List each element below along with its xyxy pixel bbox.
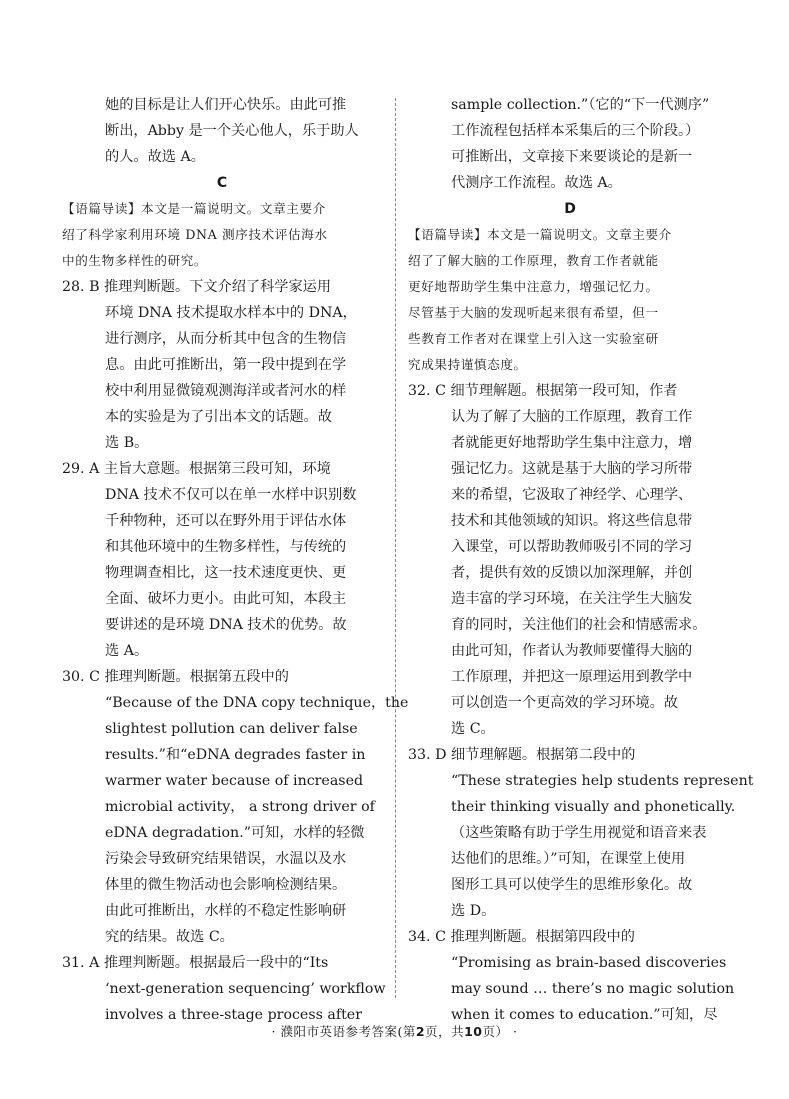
answer-line: 认为了解了大脑的工作原理，教育工作 (451, 409, 693, 425)
answer-line: 污染会导致研究结果错误，水温以及水 (105, 851, 347, 867)
answer-line: 选 C。 (451, 721, 495, 737)
footer-mid: 页，共 (425, 1024, 465, 1039)
answer-line: 32. C 细节理解题。根据第一段可知，作者 (408, 383, 678, 399)
intro-line: 绍了科学家利用环境 DNA 测序技术评估海水 (62, 227, 328, 242)
answer-line: 体里的微生物活动也会影响检测结果。 (105, 877, 347, 893)
answer-line: 千种物种，还可以在野外用于评估水体 (105, 513, 347, 529)
answer-line: 环境 DNA 技术提取水样本中的 DNA， (105, 305, 357, 321)
answer-31 (62, 950, 386, 1028)
answer-line: 可以创造一个更高效的学习环境。故 (451, 695, 679, 711)
answer-line: 要讲述的是环境 DNA 技术的优势。故 (105, 617, 347, 633)
answer-line: （这些策略有助于学生用视觉和语音来表 (451, 825, 707, 841)
answer-32 (408, 378, 732, 742)
intro-line: 【语篇导读】本文是一篇说明文。文章主要介 (408, 227, 672, 242)
answer-line: 选 B。 (105, 435, 149, 451)
column-divider (395, 98, 396, 998)
answer-line: 31. A 推理判断题。根据最后一段中的“Its (62, 955, 329, 971)
answer-line: DNA 技术不仅可以在单一水样中识别数 (105, 487, 357, 503)
answer-line: ‘next-generation sequencing’ workflow (105, 981, 386, 997)
answer-line: warmer water because of increased (105, 773, 364, 789)
intro-line: 些教育工作者对在课堂上引入这一实验室研 (408, 331, 659, 346)
answer-line: 物理调查相比，这一技术速度更快、更 (105, 565, 347, 581)
footer-page-number: 2 (415, 1024, 426, 1039)
section-d-intro (408, 222, 732, 378)
answer-line: 来的希望，它汲取了神经学、心理学、 (451, 487, 693, 503)
text-line: 的人。故选 A。 (105, 149, 205, 165)
answer-line: involves a three-stage process after (105, 1007, 362, 1023)
answer-line: slightest pollution can deliver false (105, 721, 358, 737)
answer-line: 校中利用显微镜观测海洋或者河水的样 (105, 383, 347, 399)
answer-line: 强记忆力。这就是基于大脑的学习所带 (451, 461, 693, 477)
answer-line: 工作原理，并把这一原理运用到教学中 (451, 669, 693, 685)
answer-29 (62, 456, 382, 664)
answer-line: 究的结果。故选 C。 (105, 929, 234, 945)
answer-line: 全面、破坏力更小。由此可知，本段主 (105, 591, 347, 607)
answer-line: “Because of the DNA copy technique，the (105, 695, 409, 711)
answer-line: 育的同时，关注他们的社会和情感需求。 (451, 617, 707, 633)
text-line: 代测序工作流程。故选 A。 (451, 175, 622, 191)
intro-line: 【语篇导读】本文是一篇说明文。文章主要介 (62, 201, 326, 216)
answer-line: 29. A 主旨大意题。根据第三段可知，环境 (62, 461, 331, 477)
answer-line: 和其他环境中的生物多样性，与传统的 (105, 539, 347, 555)
text-line: 可推断出，文章接下来要谈论的是新一 (451, 149, 693, 165)
left-column (62, 92, 409, 1028)
answer-line: 34. C 推理判断题。根据第四段中的 (408, 929, 635, 945)
answer-34 (408, 924, 735, 1028)
footer-prefix: · 濮阳市英语参考答案(第 (271, 1024, 416, 1039)
intro-line: 究成果持谨慎态度。 (408, 357, 527, 372)
section-heading-d: D (564, 201, 576, 217)
answer-line: 造丰富的学习环境，在关注学生大脑发 (451, 591, 693, 607)
answer-line: 由此可知，作者认为教师要懂得大脑的 (451, 643, 693, 659)
section-c-intro (62, 196, 382, 274)
answer-line: “These strategies help students represent (451, 773, 754, 789)
text-line: 断出，Abby 是一个关心他人，乐于助人 (105, 123, 359, 139)
text-line: 工作流程包括样本采集后的三个阶段。） (451, 123, 700, 139)
left-continuation (62, 92, 382, 170)
answer-line: 者就能更好地帮助学生集中注意力，增 (451, 435, 693, 451)
answer-line: 技术和其他领域的知识。将这些信息带 (451, 513, 693, 529)
right-column (408, 92, 754, 1028)
answer-28 (62, 274, 382, 456)
answer-line: their thinking visually and phonetically. (451, 799, 736, 815)
answer-line: 本的实验是为了引出本文的话题。故 (105, 409, 333, 425)
answer-line: 选 D。 (451, 903, 496, 919)
intro-line: 更好地帮助学生集中注意力，增强记忆力。 (408, 279, 659, 294)
answer-line: may sound … there’s no magic solution (451, 981, 735, 997)
footer-suffix: 页） · (482, 1024, 518, 1039)
answer-line: 选 A。 (105, 643, 149, 659)
intro-line: 中的生物多样性的研究。 (62, 253, 208, 268)
text-line: sample collection.”（它的“下一代测序” (451, 97, 710, 113)
answer-line: 达他们的思维。）”可知，在课堂上使用 (451, 851, 686, 867)
answer-33 (408, 742, 754, 924)
answer-line: 息。由此可推断出，第一段中提到在学 (105, 357, 347, 373)
answer-30 (62, 664, 409, 950)
intro-line: 绍了了解大脑的工作原理，教育工作者就能 (408, 253, 659, 268)
answer-line: 28. B 推理判断题。下文介绍了科学家运用 (62, 279, 332, 295)
answer-line: 者，提供有效的反馈以加深理解，并创 (451, 565, 693, 581)
answer-line: when it comes to education.”可知，尽 (451, 1007, 718, 1023)
intro-line: 尽管基于大脑的发现听起来很有希望，但一 (408, 305, 659, 320)
answer-line: 30. C 推理判断题。根据第五段中的 (62, 669, 289, 685)
answer-line: eDNA degradation.”可知，水样的轻微 (105, 825, 365, 841)
section-heading-c: C (216, 175, 228, 191)
page-footer (0, 1022, 789, 1040)
answer-line: 33. D 细节理解题。根据第二段中的 (408, 747, 636, 763)
answer-line: 进行测序，从而分析其中包含的生物信 (105, 331, 347, 347)
answer-line: 入课堂，可以帮助教师吸引不同的学习 (451, 539, 693, 555)
footer-total-pages: 10 (464, 1024, 483, 1039)
answer-line: 图形工具可以使学生的思维形象化。故 (451, 877, 693, 893)
answer-line: results.”和“eDNA degrades faster in (105, 747, 366, 763)
answer-line: 由此可推断出，水样的不稳定性影响研 (105, 903, 347, 919)
right-continuation (408, 92, 732, 196)
text-line: 她的目标是让人们开心快乐。由此可推 (105, 97, 347, 113)
answer-line: microbial activity， a strong driver of (105, 799, 375, 815)
answer-line: “Promising as brain-based discoveries (451, 955, 727, 971)
